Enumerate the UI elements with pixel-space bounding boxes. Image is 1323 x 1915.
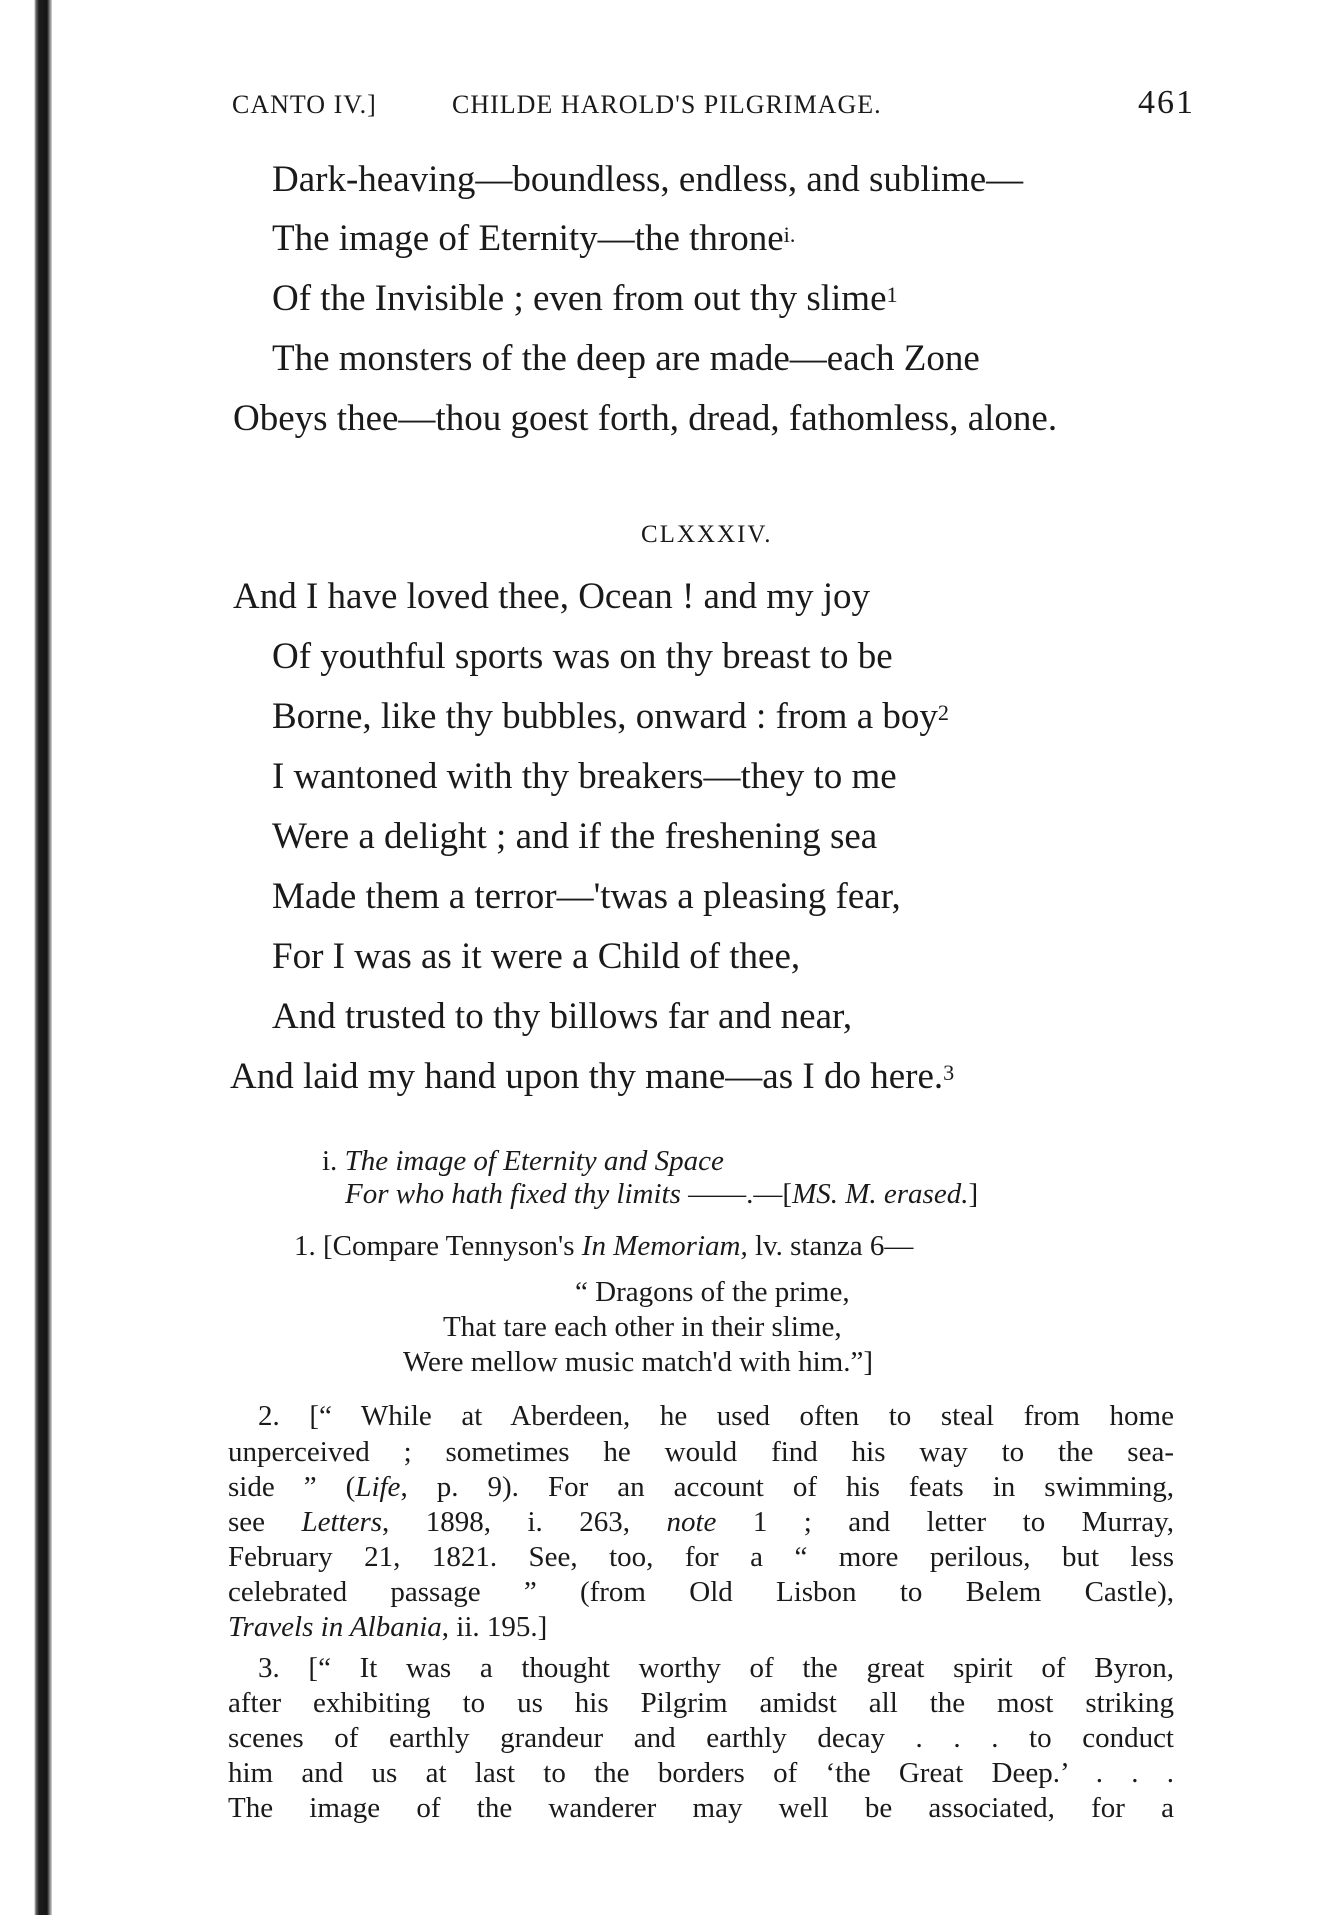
verse-line: For I was as it were a Child of thee, (272, 936, 801, 977)
verse-line: Obeys thee—thou goest forth, dread, fathomless, alone. (233, 398, 1058, 439)
verse-line: I wantoned with thy breakers—they to me (272, 756, 897, 797)
footnote-2-line: 2. [“ While at Aberdeen, he used often to steal from home (258, 1400, 1174, 1432)
footnote-quote-line: “ Dragons of the prime, (575, 1276, 850, 1308)
running-head-title: CHILDE HAROLD'S PILGRIMAGE. (452, 90, 882, 119)
verse-line: Made them a terror—'twas a pleasing fear, (272, 876, 901, 917)
verse-line: The image of Eternity—the throne$^{i.}$ (272, 218, 796, 259)
footnote-quote-line: Were mellow music match'd with him.”] (403, 1346, 873, 1378)
running-head-canto: CANTO IV.] (232, 90, 377, 119)
footnote-quote-line: That tare each other in their slime, (443, 1311, 842, 1343)
verse-line: And I have loved thee, Ocean ! and my joy (233, 576, 871, 617)
footnote-1: 1. [Compare Tennyson's In Memoriam, lv. stanza 6— (294, 1230, 914, 1262)
footnote-2-line: February 21, 1821. See, too, for a “ more perilous, but less (228, 1541, 1174, 1573)
verse-line: Were a delight ; and if the freshening sea (272, 816, 878, 857)
footnote-2-line: side ” (Life, p. 9). For an account of his feats in swimming, (228, 1471, 1174, 1503)
footnote-3-line: scenes of earthly grandeur and earthly decay . . . to conduct (228, 1722, 1174, 1754)
stanza-number: CLXXXIV. (641, 521, 773, 548)
verse-line: Of youthful sports was on thy breast to be (272, 636, 893, 677)
page-number: 461 (1138, 84, 1195, 121)
footnote-3-line: 3. [“ It was a thought worthy of the great spirit of Byron, (258, 1652, 1174, 1684)
footnote-3-line: after exhibiting to us his Pilgrim amidst all the most striking (228, 1687, 1174, 1719)
footnote-2-line: Travels in Albania, ii. 195.] (228, 1611, 548, 1643)
verse-line: And trusted to thy billows far and near, (272, 996, 853, 1037)
verse-line: And laid my hand upon thy mane—as I do here.$^3$ (230, 1056, 955, 1097)
verse-line: The monsters of the deep are made—each Zone (272, 338, 980, 379)
footnote-3-line: The image of the wanderer may well be associated, for a (228, 1792, 1174, 1824)
footnote-3-line: him and us at last to the borders of ‘the Great Deep.’ . . . (228, 1757, 1174, 1789)
variant-mark: i. (783, 222, 796, 248)
footnote-2-line: unperceived ; sometimes he would find his way to the sea- (228, 1436, 1174, 1468)
verse-line: Of the Invisible ; even from out thy slime$^1$ (272, 278, 898, 319)
variant-note-line: i. The image of Eternity and Space (322, 1145, 724, 1177)
footnote-2-line: celebrated passage ” (from Old Lisbon to Belem Castle), (228, 1576, 1174, 1608)
variant-note-line: For who hath fixed thy limits ——.—[MS. M. erased.] (345, 1178, 979, 1210)
footnote-2-line: see Letters, 1898, i. 263, note 1 ; and letter to Murray, (228, 1506, 1174, 1538)
verse-line: Dark-heaving—boundless, endless, and sublime— (272, 159, 1024, 200)
footnote-mark: 1 (886, 282, 898, 308)
footnote-mark: 3 (943, 1060, 955, 1086)
footnote-mark: 2 (937, 700, 949, 726)
verse-line: Borne, like thy bubbles, onward : from a boy$^2$ (272, 696, 949, 737)
